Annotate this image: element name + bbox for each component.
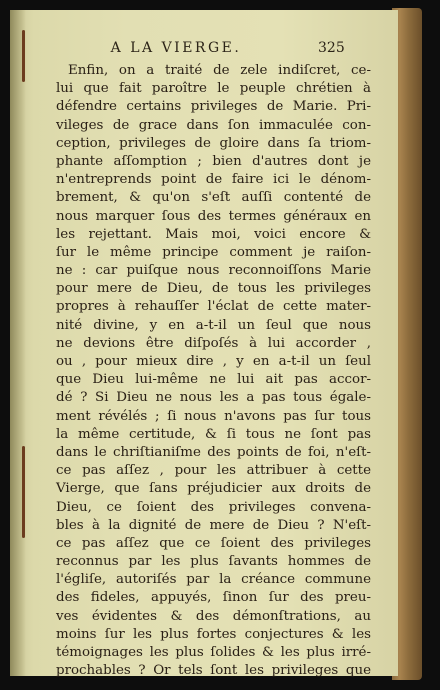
text-line: ſur le même principe comment je raiſon-	[56, 244, 371, 260]
text-line: n'entreprends point de faire ici le dénom-	[56, 172, 371, 188]
text-line: reconnus par les plus ſavants hommes de	[56, 554, 371, 570]
text-line: lui que fait paroître le peuple chrétien à	[56, 81, 371, 97]
text-line: propres à rehauſſer l'éclat de cette mater-	[56, 299, 371, 315]
text-line: les rejettant. Mais moi, voici encore &	[56, 226, 371, 242]
text-line: brement, & qu'on s'eſt auſſi contenté de	[56, 190, 371, 206]
text-line: ception, privileges de gloire dans ſa triom-	[56, 135, 371, 151]
text-line: ce pas aſſez , pour les attribuer à cette	[56, 463, 371, 479]
binding-gutter	[10, 10, 26, 676]
running-head: A LA VIERGE.	[110, 40, 242, 56]
body-text	[56, 62, 371, 680]
text-line: moins ſur les plus fortes conjectures & les	[56, 626, 371, 642]
text-line: ves évidentes & des démonſtrations, au	[56, 608, 371, 624]
text-line: bles à la dignité de mere de Dieu ? N'eſt-	[56, 517, 371, 533]
text-line: ment révélés ; ſi nous n'avons pas ſur tous	[56, 408, 371, 424]
text-line: dans le chriſtianiſme des points de foi, n'eſt-	[56, 444, 371, 460]
text-line: Enfin, on a traité de zele indiſcret, ce-	[68, 63, 371, 78]
text-line: Vierge, que ſans préjudicier aux droits de	[56, 481, 371, 497]
text-line: la même certitude, & ſi tous ne ſont pas	[56, 426, 371, 442]
text-line: l'égliſe, autoriſés par la créance commune	[56, 572, 371, 588]
binding-thread-top	[22, 30, 25, 82]
text-line: témoignages les plus ſolides & les plus irré-	[56, 645, 371, 660]
text-line: prochables ? Or tels ſont les privileges que	[56, 663, 371, 679]
text-line: Dieu, ce ſoient des privileges convena-	[56, 499, 371, 515]
text-line: nous marquer ſous des termes généraux en	[56, 208, 371, 224]
text-line: nité divine, y en a-t-il un ſeul que nous	[56, 317, 371, 333]
binding-thread-middle	[22, 446, 25, 538]
text-line: défendre certains privileges de Marie. Pri-	[56, 99, 371, 115]
text-line: vileges de grace dans ſon immaculée con-	[56, 117, 371, 133]
text-line: ne devions être diſpoſés à lui accorder ,	[56, 335, 371, 351]
page-number: 325	[318, 40, 345, 56]
text-line: pour mere de Dieu, de tous les privileges	[56, 281, 371, 297]
text-line: dé ? Si Dieu ne nous les a pas tous égale-	[56, 390, 371, 406]
text-line: ou , pour mieux dire , y en a-t-il un ſeul	[56, 354, 371, 369]
text-line: phante aſſomption ; bien d'autres dont je	[56, 153, 371, 169]
text-line: ce pas aſſez que ce ſoient des privileges	[56, 535, 371, 551]
text-line: ne : car puiſque nous reconnoiſſons Marie	[56, 263, 371, 279]
text-line: des fideles, appuyés, ſinon ſur des preu-	[56, 590, 371, 606]
text-line: que Dieu lui-même ne lui ait pas accor-	[56, 372, 371, 388]
